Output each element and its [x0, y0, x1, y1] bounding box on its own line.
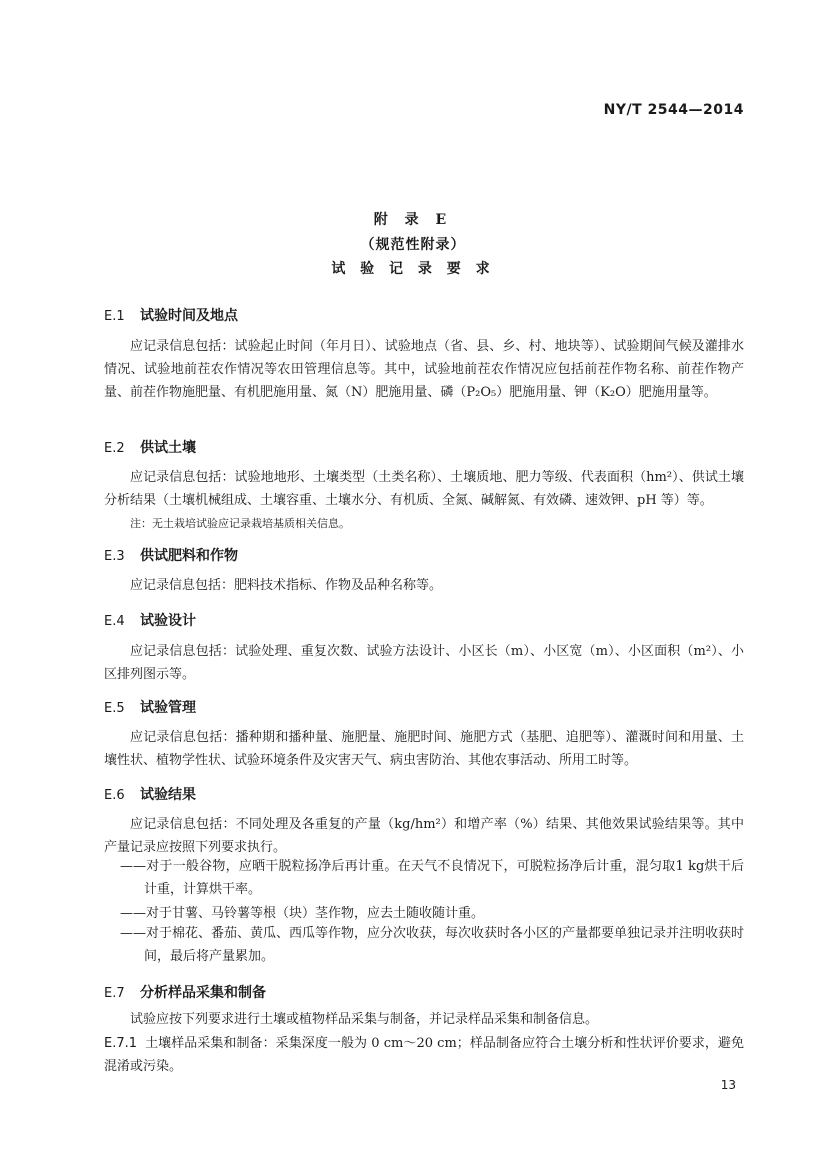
page-number: 13	[720, 1078, 736, 1092]
section-heading-e7	[104, 982, 266, 1002]
section-paragraph-e4: 应记录信息包括：试验处理、重复次数、试验方法设计、小区长（m）、小区宽（m）、小区面积（m²）、小区排列图示等。	[104, 644, 744, 682]
section-heading-e3	[104, 545, 238, 565]
subsection-e7-1	[104, 1032, 744, 1078]
list-item: ——对于一般谷物，应晒干脱粒扬净后再计重。在天气不良情况下，可脱粒扬净后计重，混匀取1 kg烘干后计重，计算烘干率。	[120, 859, 744, 897]
section-title: 试验管理	[140, 700, 196, 716]
list-item: ——对于甘薯、马铃薯等根（块）茎作物，应去土随收随计重。	[120, 906, 485, 921]
section-number: E.7	[104, 986, 125, 1001]
section-paragraph-e1: 应记录信息包括：试验起止时间（年月日）、试验地点（省、县、乡、村、地块等）、试验期间气候及灌排水情况、试验地前茬农作情况等农田管理信息等。其中，试验地前茬农作情况应包括前茬作物名称、前茬作物产量、前茬作物施肥量、有机肥施用量、氮（N）肥施用量、磷（P₂O₅）肥施用量、钾（K₂O）肥施用量等。	[104, 339, 744, 400]
section-number: E.3	[104, 549, 125, 564]
section-heading-e6	[104, 784, 196, 804]
section-number: E.5	[104, 701, 125, 716]
section-title: 试验结果	[140, 787, 196, 803]
section-note-e2: 注：无土栽培试验应记录栽培基质相关信息。	[130, 517, 350, 530]
section-number: E.6	[104, 788, 125, 803]
list-item: ——对于棉花、番茄、黄瓜、西瓜等作物，应分次收获，每次收获时各小区的产量都要单独记录并注明收获时间，最后将产量累加。	[120, 926, 745, 964]
annex-name: 试 验 记 录 要 求	[331, 261, 495, 277]
section-number: E.4	[104, 614, 125, 629]
subsection-number: E.7.1	[104, 1036, 138, 1051]
section-paragraph-e7: 试验应按下列要求进行土壤或植物样品采集与制备，并记录样品采集和制备信息。	[130, 1012, 599, 1027]
section-paragraph-e5: 应记录信息包括：播种期和播种量、施肥量、施肥时间、施肥方式（基肥、追肥等）、灌溉时间和用量、土壤性状、植物学性状、试验环境条件及灾害天气、病虫害防治、其他农事活动、所用工时等。	[104, 730, 744, 768]
standard-code: NY/T 2544—2014	[603, 102, 744, 118]
annex-title: 附 录 E	[373, 212, 453, 228]
section-title: 试验时间及地点	[140, 308, 238, 324]
section-heading-e4	[104, 610, 196, 630]
section-paragraph-e6: 应记录信息包括：不同处理及各重复的产量（kg/hm²）和增产率（%）结果、其他效果试验结果等。其中产量记录应按照下列要求执行。	[104, 817, 744, 855]
section-heading-e5	[104, 697, 196, 717]
subsection-text: 土壤样品采集和制备：采集深度一般为 0 cm～20 cm；样品制备应符合土壤分析和性状评价要求，避免混淆或污染。	[104, 1036, 744, 1074]
section-paragraph-e3: 应记录信息包括：肥料技术指标、作物及品种名称等。	[130, 578, 443, 593]
section-number: E.2	[104, 441, 125, 456]
section-heading-e1	[104, 305, 238, 325]
section-title: 供试土壤	[140, 440, 196, 456]
section-title: 分析样品采集和制备	[140, 985, 266, 1001]
section-title: 试验设计	[140, 613, 196, 629]
section-number: E.1	[104, 309, 125, 324]
annex-type: （规范性附录）	[360, 237, 466, 253]
section-title: 供试肥料和作物	[140, 548, 238, 564]
section-paragraph-e2: 应记录信息包括：试验地地形、土壤类型（土类名称）、土壤质地、肥力等级、代表面积（hm²）、供试土壤分析结果（土壤机械组成、土壤容重、土壤水分、有机质、全氮、碱解氮、有效磷、速效钾、pH 等）等。	[104, 470, 744, 508]
section-heading-e2	[104, 437, 196, 457]
